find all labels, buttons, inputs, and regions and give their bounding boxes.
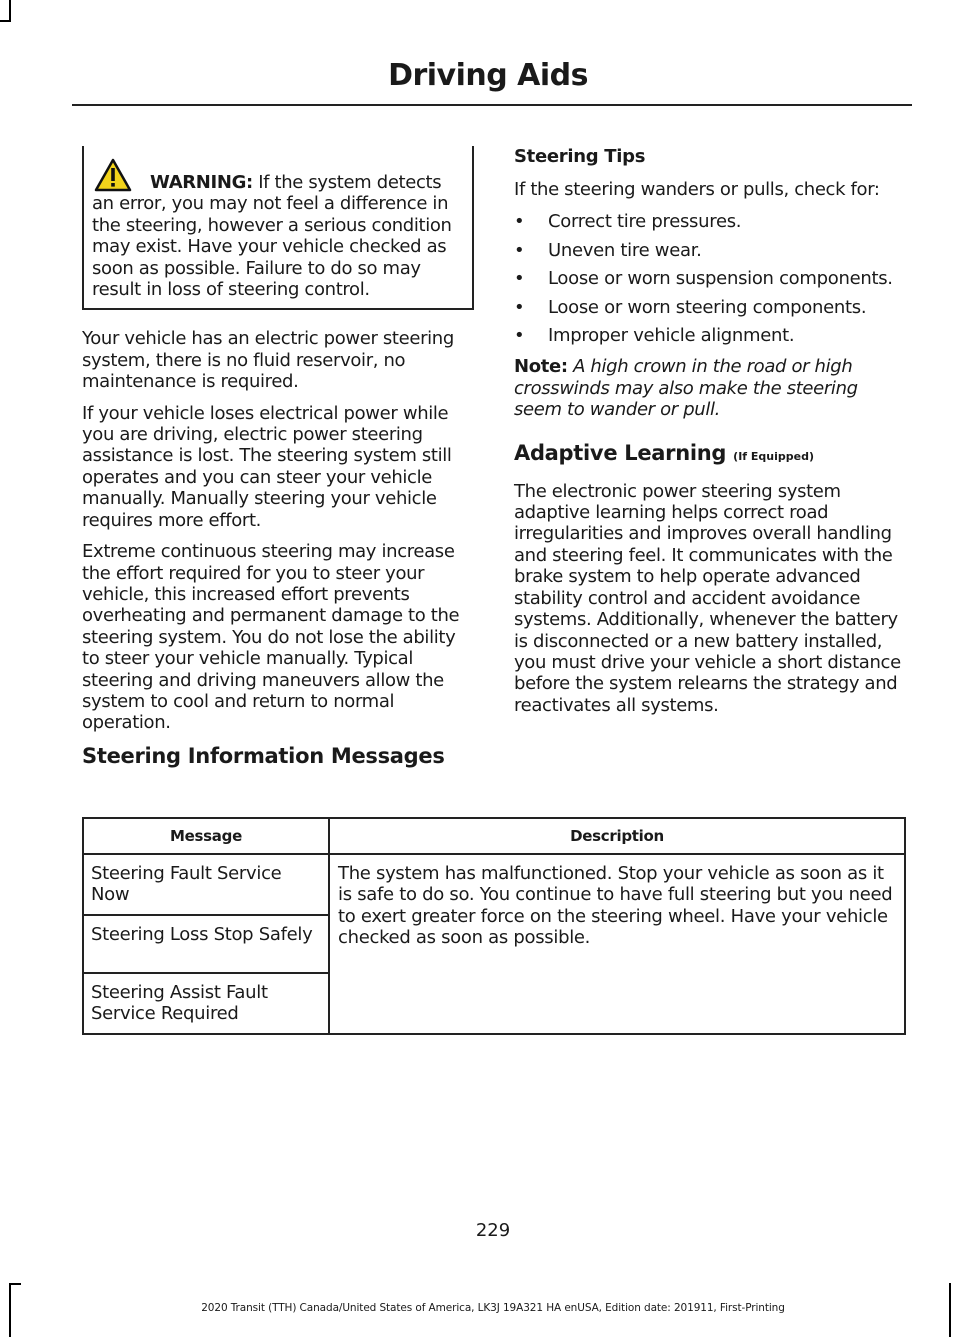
column-header-message: Message <box>83 818 329 854</box>
steering-messages-table <box>82 817 906 1035</box>
bullet: • <box>514 239 525 261</box>
if-equipped-label: (If Equipped) <box>733 449 815 463</box>
list-item: • Loose or worn suspension components. <box>514 268 893 290</box>
column-header-description: Description <box>329 818 905 854</box>
bullet: • <box>514 211 525 233</box>
paragraph-extreme-steering: Extreme continuous steering may increase the effort required for you to steer your vehicle, this increased effort prevents overheating and permanent damage to the steering system. You do not lose the ability to steer your vehicle manually. Typical steering and driving maneuvers allow the system to cool and return to normal operation. <box>82 541 460 734</box>
warning-box <box>82 146 474 310</box>
paragraph-electric-steering: Your vehicle has an electric power steering system, there is no fluid reservoir, no maintenance is required. <box>82 328 454 393</box>
adaptive-learning-heading: Adaptive Learning (If Equipped) <box>514 440 815 465</box>
note-label: Note: <box>514 356 568 378</box>
warning-label: WARNING: <box>150 172 253 193</box>
left-column <box>82 146 474 744</box>
bullet: • <box>514 325 525 347</box>
edition-footer: 2020 Transit (TTH) Canada/United States of America, LK3J 19A321 HA enUSA, Edition date: 201911, First-Printing <box>201 1302 785 1314</box>
bullet: • <box>514 296 525 318</box>
page-header-title: Driving Aids <box>388 58 588 93</box>
list-item: • Correct tire pressures. <box>514 211 742 233</box>
list-item: • Loose or worn steering components. <box>514 296 867 318</box>
warning-text <box>92 172 464 300</box>
adaptive-learning-text: The electronic power steering system adaptive learning helps correct road irregularities and improves overall handling and steering feel. It communicates with the brake system to help operate advanced stability control and accident avoidance systems. Additionally, whenever the battery is disconnected or a new battery installed, you must drive your vehicle a short distance before the system relearns the strategy and reactivates all systems. <box>514 480 901 716</box>
table-row <box>83 854 905 915</box>
crop-mark-top-left-v <box>9 0 11 22</box>
warning-body: If the system detects an error, you may not feel a difference in the steering, however a serious condition may exist. Have your vehicle checked as soon as possible. Failure to do so may result in loss of steering control. <box>92 172 452 301</box>
note-text: A high crown in the road or high crosswinds may also make the steering seem to wander or pull. <box>514 356 858 421</box>
right-column <box>514 146 910 726</box>
steering-tips-list <box>514 211 910 346</box>
crop-mark-bottom-left-h <box>9 1283 21 1285</box>
table-header-row <box>83 818 905 854</box>
message-cell: Steering Loss Stop Safely <box>83 915 329 973</box>
messages-section-heading: Steering Information Messages <box>82 744 445 768</box>
steering-tips-heading: Steering Tips <box>514 146 646 167</box>
description-cell: The system has malfunctioned. Stop your vehicle as soon as it is safe to do so. You continue to have full steering but you need to exert greater force on the steering wheel. Have your vehicle checked as soon as possible. <box>329 854 905 1034</box>
message-cell: Steering Assist Fault Service Required <box>83 973 329 1034</box>
list-item: • Improper vehicle alignment. <box>514 325 795 347</box>
bullet: • <box>514 268 525 290</box>
header-rule <box>72 104 912 106</box>
page-number: 229 <box>475 1220 511 1241</box>
list-item: • Uneven tire wear. <box>514 239 702 261</box>
message-cell: Steering Fault Service Now <box>83 854 329 915</box>
steering-tips-intro: If the steering wanders or pulls, check for: <box>514 179 880 200</box>
crop-mark-top-left-h <box>0 20 10 22</box>
warning-triangle-icon <box>94 158 132 192</box>
steering-note <box>514 356 910 420</box>
paragraph-power-loss: If your vehicle loses electrical power while you are driving, electric power steering assistance is lost. The steering system still operates and you can steer your vehicle manually. Manually steering your vehicle requires more effort. <box>82 402 452 531</box>
